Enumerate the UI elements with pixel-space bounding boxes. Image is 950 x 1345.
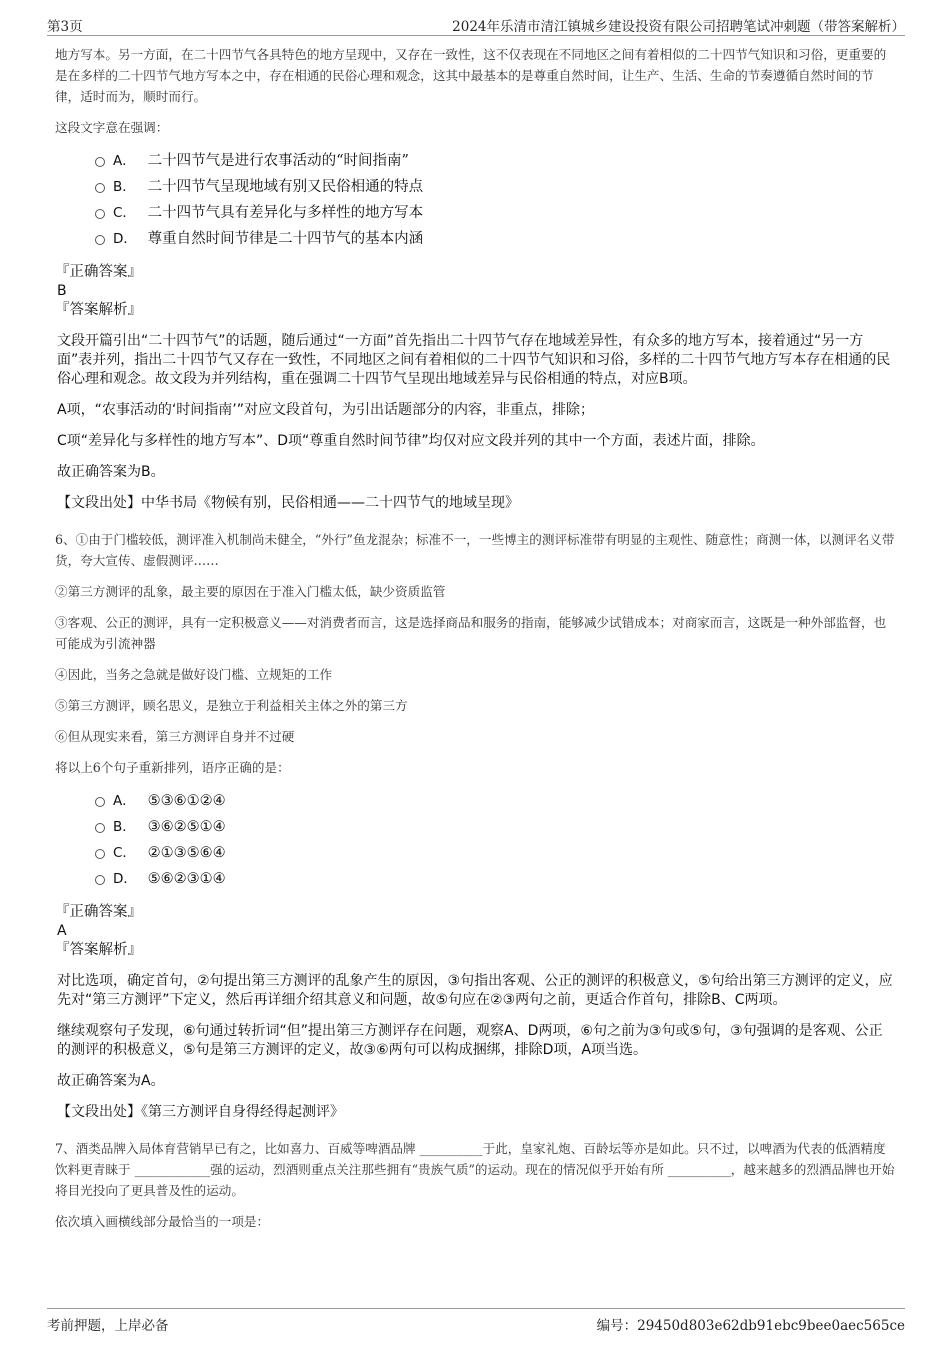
- q6-option-c[interactable]: [95, 840, 895, 866]
- q5-source: 【文段出处】中华书局《物候有别，民俗相通——二十四节气的地域呈现》: [57, 495, 519, 511]
- page-footer: [47, 1308, 905, 1333]
- q6-source: 【文段出处】《第三方测评自身得经得起测评》: [57, 1104, 344, 1120]
- q6-sentence: ③客观、公正的测评，具有一定积极意义——对消费者而言，这是选择商品和服务的指南，能够减少试错成本；对商家而言，这既是一种外部监督，也可能成为引流神器: [55, 615, 887, 651]
- q6-sentence: ⑤第三方测评，顾名思义，是独立于利益相关主体之外的第三方: [55, 698, 408, 713]
- q5-answer-label: 『正确答案』: [55, 264, 142, 280]
- option-text: ⑤⑥②③①④: [147, 871, 226, 887]
- q5-option-c[interactable]: [95, 200, 895, 226]
- option-key: B．: [113, 179, 136, 195]
- q6-sentence: 6、①由于门槛较低，测评准入机制尚未健全，“外行”鱼龙混杂；标准不一，一些博主的测评标准带有明显的主观性、随意性；商测一体，以测评名义带货，夸大宣传、虚假测评……: [55, 532, 895, 568]
- page-content: [55, 44, 895, 1242]
- document-id: 编号：29450d803e62db91ebc9bee0aec565ce: [596, 1318, 905, 1334]
- q5-analysis-label: 『答案解析』: [55, 302, 142, 318]
- q5-passage-tail: 地方写本。另一方面，在二十四节气各具特色的地方呈现中，又存在一致性，这不仅表现在不同地区之间有着相似的二十四节气知识和习俗，更重要的是在多样的二十四节气地方写本之中，存在相通的民俗心理和观念，这其中最基本的是尊重自然时间，让生产、生活、生命的节奏遵循自然时间的节律，适时而为，顺时而行。: [55, 47, 887, 104]
- q6-sentence: ④因此，当务之急就是做好设门槛、立规矩的工作: [55, 667, 333, 682]
- q6-analysis-para: 继续观察句子发现，⑥句通过转折词“但”提出第三方测评存在问题，观察A、D两项，⑥句之前为③句或⑤句，③句强调的是客观、公正的测评的积极意义，⑤句是第三方测评的定义，故③⑥两句可以构成捆绑，排除D项，A项当选。: [57, 1023, 883, 1058]
- radio-icon[interactable]: [95, 183, 105, 193]
- option-text: 二十四节气是进行农事活动的“时间指南”: [147, 153, 409, 169]
- option-text: ③⑥②⑤①④: [147, 819, 226, 835]
- radio-icon[interactable]: [95, 797, 105, 807]
- option-key: A．: [113, 793, 136, 809]
- q5-prompt: 这段文字意在强调：: [55, 120, 169, 135]
- q7-stem: 7、酒类品牌入局体育营销早已有之，比如喜力、百威等啤酒品牌 __________于此，皇家礼炮、百龄坛等亦是如此。只不过，以啤酒为代表的低酒精度饮料更青睐于 ____________强的运动，烈酒则重点关注那些拥有“贵族气质”的运动。现在的情况似乎开始有所 __________，越来越多的烈酒品牌也开始将目光投向了更具普及性的运动。: [55, 1141, 895, 1198]
- radio-icon[interactable]: [95, 209, 105, 219]
- q7-prompt: 依次填入画横线部分最恰当的一项是：: [55, 1214, 270, 1229]
- radio-icon[interactable]: [95, 235, 105, 245]
- option-text: 尊重自然时间节律是二十四节气的基本内涵: [147, 231, 424, 247]
- q6-option-a[interactable]: [95, 788, 895, 814]
- q6-options: [95, 788, 895, 892]
- radio-icon[interactable]: [95, 875, 105, 885]
- q6-sentence: ⑥但从现实来看，第三方测评自身并不过硬: [55, 729, 295, 744]
- q6-analysis-para: 故正确答案为A。: [57, 1073, 165, 1089]
- option-key: B．: [113, 819, 136, 835]
- radio-icon[interactable]: [95, 157, 105, 167]
- q5-analysis-para: A项，“农事活动的‘时间指南’”对应文段首句，为引出话题部分的内容，非重点，排除；: [57, 402, 594, 418]
- option-key: D．: [113, 871, 137, 887]
- option-text: ②①③⑤⑥④: [147, 845, 226, 861]
- q6-answer-label: 『正确答案』: [55, 904, 142, 920]
- option-key: A．: [113, 153, 136, 169]
- q5-analysis-para: C项“差异化与多样性的地方写本”、D项“尊重自然时间节律”均仅对应文段并列的其中一个方面，表述片面，排除。: [57, 433, 765, 449]
- option-key: C．: [113, 845, 136, 861]
- q5-option-d[interactable]: [95, 226, 895, 252]
- q5-options: [95, 148, 895, 252]
- q5-option-a[interactable]: [95, 148, 895, 174]
- q6-option-b[interactable]: [95, 814, 895, 840]
- radio-icon[interactable]: [95, 823, 105, 833]
- q6-sentence: ②第三方测评的乱象，最主要的原因在于准入门槛太低，缺少资质监管: [55, 584, 446, 599]
- q5-analysis-para: 文段开篇引出“二十四节气”的话题，随后通过“一方面”首先指出二十四节气存在地域差异性，有众多的地方写本，接着通过“另一方面”表并列，指出二十四节气又存在一致性，不同地区之间有着相似的二十四节气知识和习俗，多样的二十四节气地方写本存在相通的民俗心理和观念。故文段为并列结构，重在强调二十四节气呈现出地域差异与民俗相通的特点，对应B项。: [57, 333, 891, 387]
- radio-icon[interactable]: [95, 849, 105, 859]
- option-key: D．: [113, 231, 137, 247]
- option-text: ⑤③⑥①②④: [147, 793, 226, 809]
- document-title: 2024年乐清市清江镇城乡建设投资有限公司招聘笔试冲刺题（带答案解析）: [452, 19, 905, 35]
- q6-analysis-label: 『答案解析』: [55, 942, 142, 958]
- q5-analysis-para: 故正确答案为B。: [57, 464, 165, 480]
- q6-option-d[interactable]: [95, 866, 895, 892]
- footer-slogan: 考前押题，上岸必备: [47, 1318, 169, 1334]
- page-header: [47, 13, 905, 36]
- q6-answer: A: [57, 923, 67, 939]
- option-text: 二十四节气具有差异化与多样性的地方写本: [147, 205, 424, 221]
- q6-analysis-para: 对比选项，确定首句，②句提出第三方测评的乱象产生的原因，③句指出客观、公正的测评的积极意义，⑤句给出第三方测评的定义，应先对“第三方测评”下定义，然后再详细介绍其意义和问题，故⑤句应在②③两句之前，更适合作首句，排除B、C两项。: [57, 973, 893, 1008]
- page-number: 第3页: [47, 19, 83, 35]
- q5-answer: B: [57, 283, 67, 299]
- option-key: C．: [113, 205, 136, 221]
- q5-option-b[interactable]: [95, 174, 895, 200]
- q6-prompt: 将以上6个句子重新排列，语序正确的是：: [55, 760, 290, 775]
- option-text: 二十四节气呈现地域有别又民俗相通的特点: [147, 179, 424, 195]
